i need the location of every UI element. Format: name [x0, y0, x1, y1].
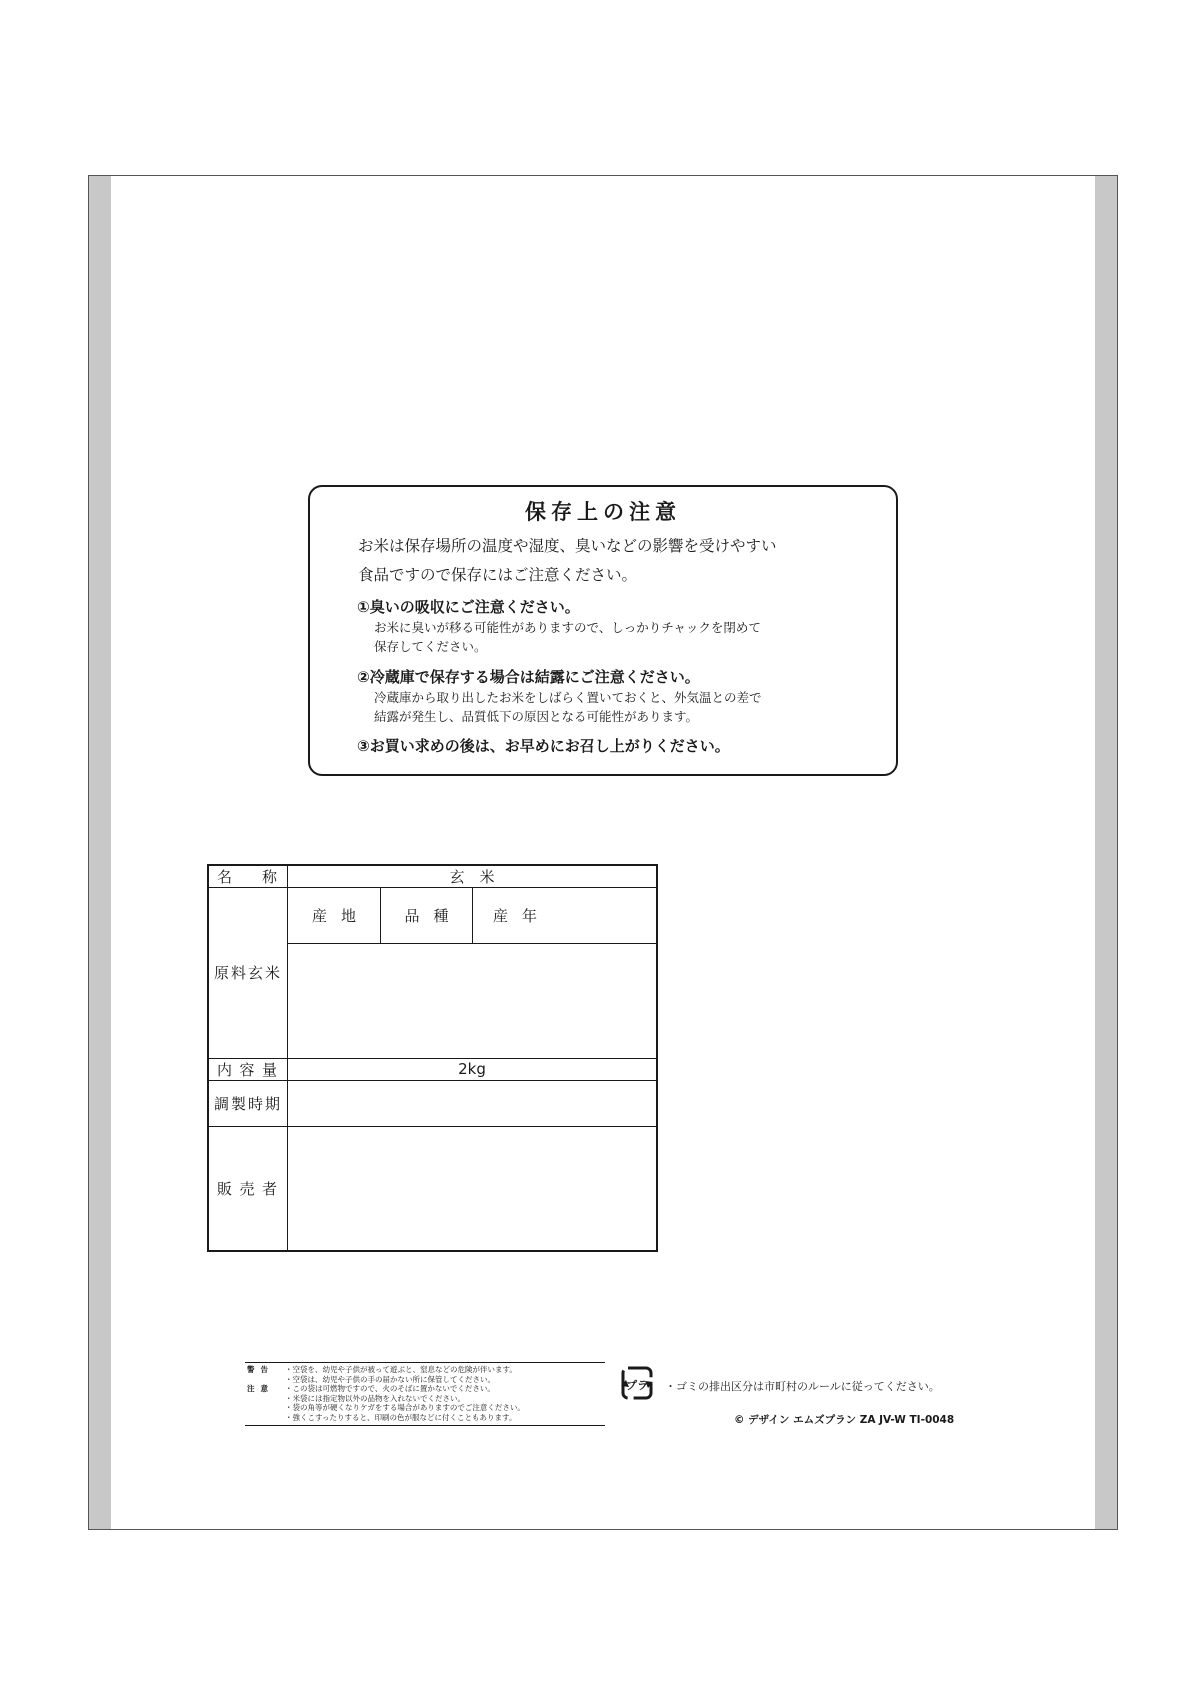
raw-rice-cell	[288, 888, 658, 1059]
right-side-strip	[1095, 176, 1117, 1529]
product-label-table	[207, 864, 658, 1252]
capacity-value: 2kg	[288, 1058, 658, 1080]
capacity-label-char: 内	[217, 1060, 235, 1079]
intro-line: 食品ですので保存にはご注意ください。	[358, 566, 638, 584]
design-credit: © デザイン エムズプラン ZA JV-W TI-0048	[734, 1414, 955, 1426]
seller-label-char: 売	[239, 1179, 257, 1198]
recycle-note: ・ゴミの排出区分は市町村のルールに従ってください。	[665, 1380, 940, 1393]
seller-label-cell	[208, 1126, 288, 1251]
rice-bag-outline	[88, 175, 1118, 1530]
name-label-char: 称	[261, 868, 279, 887]
milling-date-value	[288, 1080, 658, 1126]
left-side-strip	[89, 176, 111, 1529]
warning-line: ・空袋は、幼児や子供の手の届かない所に保管してください。	[285, 1374, 495, 1384]
name-value: 玄 米	[288, 865, 658, 888]
notice-item-heading: ②冷蔵庫で保存する場合は結露にご注意ください。	[357, 668, 700, 686]
notice-item-body-line: 結露が発生し、品質低下の原因となる可能性があります。	[374, 709, 699, 724]
plastic-recycle-icon	[617, 1364, 657, 1404]
milling-date-label: 調製時期	[208, 1080, 288, 1126]
capacity-label-char: 量	[261, 1060, 279, 1079]
caution-tag: 注意	[247, 1384, 274, 1393]
name-label-cell	[208, 865, 288, 888]
variety-header: 品種	[381, 888, 473, 943]
recycle-mark-text: プラ	[626, 1379, 648, 1392]
notice-item-consume-early	[357, 735, 730, 757]
notice-item-heading: ①臭いの吸収にご注意ください。	[357, 598, 580, 616]
raw-rice-entry-area	[288, 944, 656, 1058]
notice-item-heading: ③お買い求めの後は、お早めにお召し上がりください。	[357, 737, 730, 755]
storage-notice-title: 保存上の注意	[525, 500, 681, 524]
notice-item-body-line: 保存してください。	[374, 639, 487, 654]
warning-line: ・空袋を、幼児や子供が被って遊ぶと、窒息などの危険が伴います。	[285, 1365, 517, 1374]
seller-label-char: 者	[261, 1179, 279, 1198]
warning-block	[245, 1362, 605, 1426]
warning-line: ・米袋には指定物以外の品物を入れないでください。	[285, 1393, 465, 1403]
capacity-label-char: 容	[239, 1060, 257, 1079]
seller-value	[288, 1126, 658, 1251]
seller-label-char: 販	[217, 1179, 235, 1198]
origin-header: 産地	[288, 888, 381, 943]
raw-rice-label: 原料玄米	[208, 888, 288, 1059]
warning-line: ・袋の角等が硬くなりケガをする場合がありますのでご注意ください。	[285, 1403, 525, 1412]
harvest-year-header: 産年	[493, 907, 552, 926]
notice-item-odor	[357, 596, 761, 656]
capacity-label-cell	[208, 1058, 288, 1080]
warning-line: ・この袋は可燃物ですので、火のそばに置かないでください。	[285, 1384, 495, 1393]
warning-line: ・強くこすったりすると、印刷の色が服などに付くこともあります。	[285, 1412, 517, 1422]
warning-tag: 警告	[247, 1365, 274, 1374]
storage-notice-intro	[358, 532, 777, 590]
name-label-char: 名	[217, 868, 235, 887]
notice-item-body-line: お米に臭いが移る可能性がありますので、しっかりチャックを閉めて	[374, 620, 761, 635]
intro-line: お米は保存場所の温度や湿度、臭いなどの影響を受けやすい	[358, 537, 777, 555]
notice-item-condensation	[357, 666, 762, 726]
notice-item-body-line: 冷蔵庫から取り出したお米をしばらく置いておくと、外気温との差で	[374, 690, 762, 705]
